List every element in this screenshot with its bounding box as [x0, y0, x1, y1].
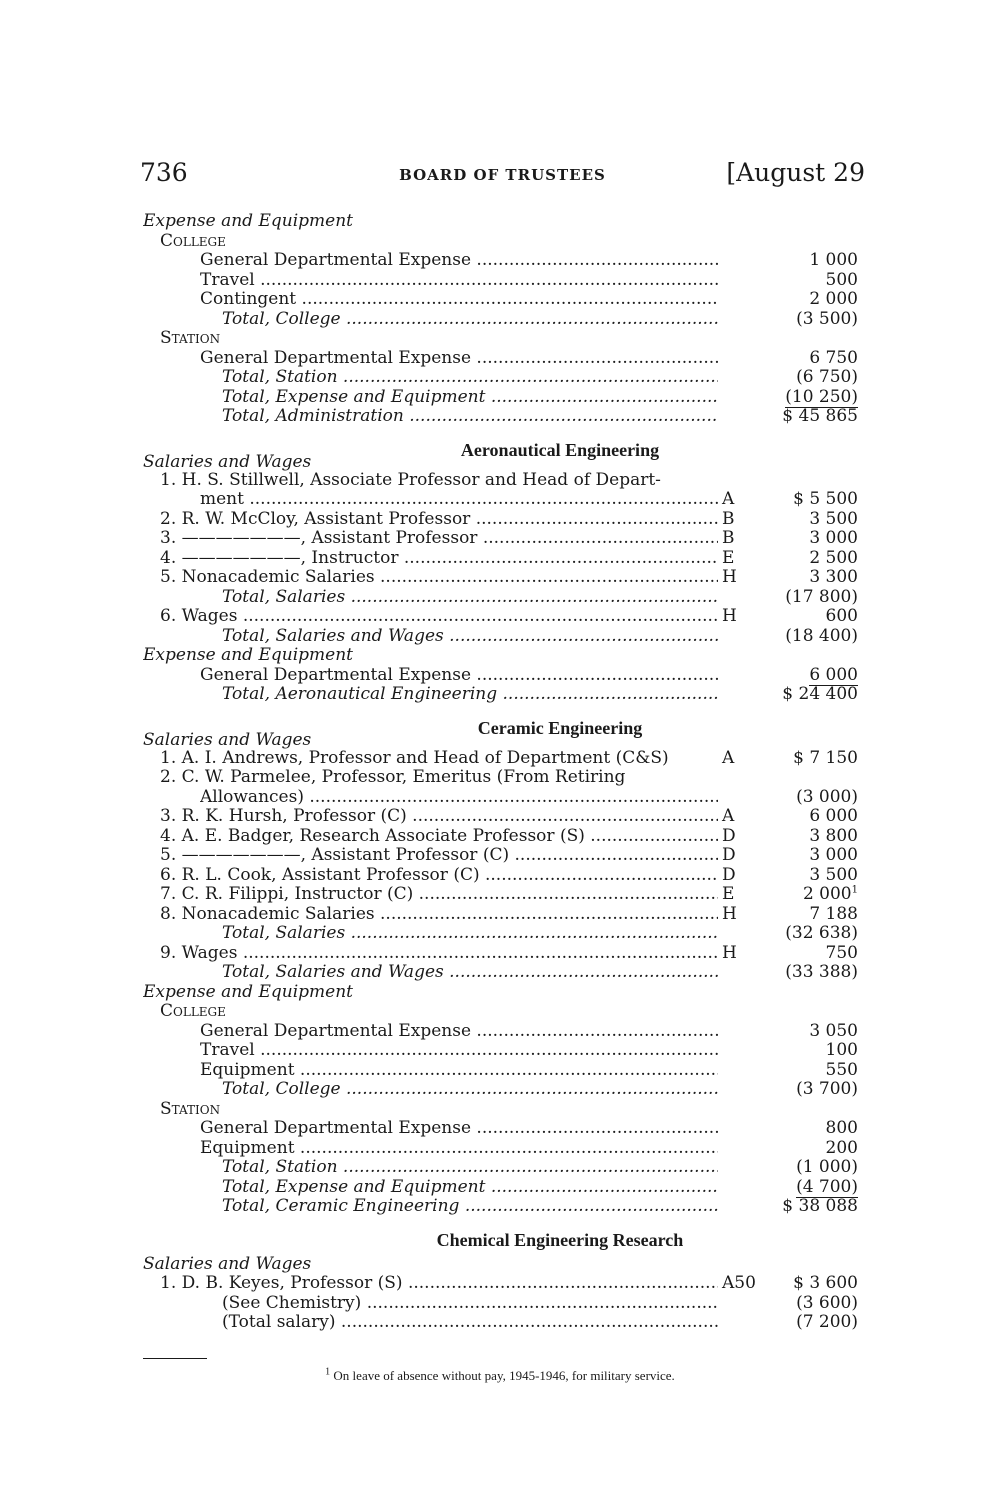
- line-item-label: General Departmental Expense .....: [200, 666, 718, 686]
- amount: [826, 1119, 858, 1139]
- amount: [796, 1313, 858, 1333]
- amount-value: 500: [825, 269, 858, 290]
- line-item-label: Total, Administration .....: [222, 407, 718, 427]
- line-item-label: ment .....: [200, 490, 718, 510]
- budget-row: [0, 1061, 1000, 1081]
- budget-row: [0, 627, 1000, 647]
- budget-row: [0, 1158, 1000, 1178]
- amount: [809, 666, 858, 687]
- line-item-label: Total, Salaries .....: [222, 588, 718, 608]
- classification-code: E: [722, 547, 735, 568]
- amount-value: 200: [825, 1137, 858, 1158]
- budget-row: [0, 310, 1000, 330]
- line-item-label: Travel .....: [200, 1041, 718, 1061]
- amount-value: 3 050: [809, 1020, 858, 1041]
- amount: [785, 388, 858, 409]
- amount: [826, 607, 858, 627]
- line-item-label: 9. Wages .....: [160, 944, 718, 964]
- amount-value: 750: [825, 942, 858, 963]
- budget-row: [0, 510, 1000, 530]
- classification-code: D: [722, 864, 736, 885]
- line-item-label: Total, Expense and Equipment .....: [222, 388, 718, 408]
- amount: [809, 290, 858, 310]
- subsection-label: College: [160, 231, 226, 251]
- row-text: Expense and Equipment: [143, 982, 353, 1002]
- amount: [796, 1158, 858, 1178]
- line-item-label: 6. Wages .....: [160, 607, 718, 627]
- department-title: Chemical Engineering Research: [436, 1229, 684, 1250]
- budget-row: [0, 1255, 1000, 1275]
- amount-value: (33 388): [785, 962, 858, 982]
- line-item-label: Contingent .....: [200, 290, 718, 310]
- amount-value: 1 000: [809, 250, 858, 270]
- subsection-label: College: [160, 1002, 226, 1021]
- budget-row: [0, 685, 1000, 705]
- amount: [796, 1080, 858, 1100]
- amount-value: 2 000: [809, 289, 858, 309]
- amount-value: 100: [825, 1040, 858, 1060]
- amount: [793, 749, 858, 769]
- line-item-label: Total, Salaries and Wages .....: [222, 627, 718, 647]
- budget-row: [0, 212, 1000, 232]
- budget-row: [0, 251, 1000, 271]
- line-item-label: 7. C. R. Filippi, Instructor (C) .....: [160, 885, 718, 905]
- department-title: Ceramic Engineering: [477, 717, 643, 738]
- subsection-label: Station: [160, 329, 221, 348]
- amount: [796, 788, 858, 808]
- row-text: Salaries and Wages: [143, 1254, 312, 1274]
- amount: [809, 349, 858, 369]
- line-item-label: 2. R. W. McCloy, Assistant Professor .....: [160, 510, 718, 530]
- header-date: [August 29: [726, 158, 865, 187]
- amount: [809, 568, 858, 588]
- budget-row: [0, 1100, 1000, 1120]
- amount: [785, 963, 858, 983]
- footnote-reference: 1: [851, 884, 858, 896]
- amount-value: (17 800): [785, 586, 858, 607]
- budget-row: [0, 1119, 1000, 1139]
- amount: [809, 827, 858, 847]
- line-item-label: Equipment .....: [200, 1139, 718, 1159]
- amount: [826, 271, 858, 291]
- amount: [826, 1041, 858, 1061]
- amount: [793, 490, 858, 510]
- amount-value: (6 750): [796, 367, 858, 387]
- line-item-label: Total, Salaries .....: [222, 924, 718, 944]
- row-text: 2. C. W. Parmelee, Professor, Emeritus (From Retiring: [160, 768, 626, 787]
- amount-value: 3 300: [809, 567, 858, 587]
- amount: [826, 944, 858, 964]
- amount: [782, 1197, 858, 1217]
- line-item-label: 4. ———————, Instructor .....: [160, 549, 718, 569]
- amount-value: 550: [825, 1059, 858, 1080]
- budget-row: [0, 349, 1000, 369]
- line-item-label: (Total salary) .....: [222, 1313, 718, 1333]
- amount: [782, 685, 858, 705]
- amount-value: (3 500): [796, 308, 858, 329]
- amount-value: (3 000): [796, 786, 858, 807]
- classification-code: H: [722, 567, 737, 587]
- budget-row: [0, 827, 1000, 847]
- budget-row: [0, 368, 1000, 388]
- classification-code: A: [722, 747, 735, 768]
- amount-value: 3 800: [809, 825, 858, 846]
- line-item-label: Total, Aeronautical Engineering .....: [222, 685, 718, 705]
- classification-code: H: [722, 942, 737, 963]
- amount-value: (7 200): [796, 1312, 858, 1332]
- budget-row: [0, 905, 1000, 925]
- amount: [809, 251, 858, 271]
- budget-listing: [0, 212, 1000, 1333]
- budget-row: [0, 568, 1000, 588]
- line-item-label: 3. R. K. Hursh, Professor (C) .....: [160, 807, 718, 827]
- budget-row: [0, 607, 1000, 627]
- budget-row: [0, 1178, 1000, 1198]
- line-item-label: General Departmental Expense .....: [200, 1022, 718, 1042]
- budget-row: [0, 846, 1000, 866]
- line-item-label: 3. ———————, Assistant Professor .....: [160, 529, 718, 549]
- budget-row: [0, 719, 1000, 749]
- row-spacer: [0, 1217, 1000, 1231]
- budget-row: [0, 388, 1000, 408]
- amount-value: (3 700): [796, 1079, 858, 1099]
- line-item-label: Total, Ceramic Engineering .....: [222, 1197, 718, 1217]
- amount-value: 800: [825, 1118, 858, 1138]
- amount-value: (18 400): [785, 625, 858, 646]
- classification-code: B: [722, 528, 735, 548]
- amount: [796, 310, 858, 330]
- classification-code: D: [722, 825, 736, 846]
- budget-row: [0, 1022, 1000, 1042]
- line-item-label: 1. A. I. Andrews, Professor and Head of Department (C&S): [160, 748, 669, 768]
- amount-value: 6 000: [809, 664, 858, 685]
- classification-code: H: [722, 903, 737, 924]
- amount-value: 3 000: [809, 528, 858, 548]
- budget-row: [0, 407, 1000, 427]
- amount: [796, 368, 858, 388]
- amount-value: (32 638): [785, 923, 858, 943]
- budget-row: [0, 549, 1000, 569]
- amount: [826, 1061, 858, 1081]
- line-item-label: Total, Station .....: [222, 368, 718, 388]
- footnote-mark: 1: [325, 1366, 331, 1378]
- line-item-label: Total, College .....: [222, 1080, 718, 1100]
- line-item-label: Total, College .....: [222, 310, 718, 330]
- line-item-label: 6. R. L. Cook, Assistant Professor (C) .....: [160, 866, 718, 886]
- amount-value: $ 3 600: [793, 1273, 858, 1293]
- budget-row: [0, 1002, 1000, 1022]
- budget-row: [0, 441, 1000, 471]
- budget-row: [0, 666, 1000, 686]
- amount: [785, 627, 858, 647]
- line-item-label: Travel .....: [200, 271, 718, 291]
- budget-row: [0, 271, 1000, 291]
- section-subheading: Salaries and Wages: [143, 729, 312, 750]
- budget-row: [0, 749, 1000, 769]
- budget-row: [0, 807, 1000, 827]
- amount: [809, 510, 858, 530]
- classification-code: H: [722, 606, 737, 626]
- amount-value: 3 000: [809, 845, 858, 865]
- amount: [809, 1022, 858, 1042]
- budget-row: [0, 646, 1000, 666]
- budget-row: [0, 471, 1000, 491]
- line-item-label: 5. ———————, Assistant Professor (C) .....: [160, 846, 718, 866]
- row-text: Expense and Equipment: [143, 646, 353, 665]
- budget-row: [0, 232, 1000, 252]
- amount: [803, 885, 858, 905]
- amount-value: $ 24 400: [782, 684, 858, 704]
- budget-row: [0, 788, 1000, 808]
- amount-value: (3 600): [796, 1292, 858, 1313]
- amount: [782, 407, 858, 427]
- amount-value: (1 000): [796, 1157, 858, 1177]
- budget-row: [0, 1274, 1000, 1294]
- budget-row: [0, 768, 1000, 788]
- amount: [785, 588, 858, 608]
- amount: [809, 807, 858, 827]
- budget-row: [0, 944, 1000, 964]
- line-item-label: General Departmental Expense .....: [200, 1119, 718, 1139]
- classification-code: A50: [722, 1273, 756, 1293]
- line-item-label: 4. A. E. Badger, Research Associate Professor (S) .....: [160, 827, 718, 847]
- amount: [809, 549, 858, 569]
- budget-row: [0, 983, 1000, 1003]
- section-subheading: Salaries and Wages: [143, 451, 312, 472]
- budget-row: [0, 1041, 1000, 1061]
- line-item-label: 5. Nonacademic Salaries .....: [160, 568, 718, 588]
- classification-code: D: [722, 845, 736, 865]
- amount-value: 2 500: [809, 547, 858, 568]
- subsection-label: Station: [160, 1099, 221, 1119]
- line-item-label: Total, Expense and Equipment .....: [222, 1178, 718, 1198]
- amount: [796, 1178, 858, 1199]
- amount-value: 3 500: [809, 864, 858, 885]
- row-text: 1. H. S. Stillwell, Associate Professor and Head of Depart-: [160, 470, 661, 490]
- classification-code: A: [722, 806, 735, 826]
- amount-value: (10 250): [785, 386, 858, 407]
- amount-value: $ 45 865: [782, 406, 858, 426]
- amount-value: $ 5 500: [793, 489, 858, 509]
- amount-value: 600: [825, 606, 858, 626]
- amount-value: $ 7 150: [793, 747, 858, 768]
- budget-row: [0, 1139, 1000, 1159]
- running-title: BOARD OF TRUSTEES: [399, 166, 606, 184]
- amount: [793, 1274, 858, 1294]
- page-header: [140, 158, 865, 198]
- classification-code: E: [722, 884, 735, 904]
- budget-row: [0, 1294, 1000, 1314]
- budget-row: [0, 290, 1000, 310]
- amount: [809, 905, 858, 925]
- line-item-label: Total, Salaries and Wages .....: [222, 963, 718, 983]
- amount: [796, 1294, 858, 1314]
- footnote: [0, 1368, 1000, 1384]
- line-item-label: Equipment .....: [200, 1061, 718, 1081]
- line-item-label: Allowances) .....: [200, 788, 718, 808]
- amount-value: 2 000: [802, 884, 852, 904]
- line-item-label: 8. Nonacademic Salaries .....: [160, 905, 718, 925]
- amount-value: 3 500: [809, 508, 858, 529]
- footnote-rule: [143, 1358, 207, 1359]
- budget-row: [0, 885, 1000, 905]
- amount: [809, 866, 858, 886]
- amount-value: (4 700): [796, 1176, 858, 1197]
- amount: [826, 1139, 858, 1159]
- amount: [785, 924, 858, 944]
- amount: [809, 846, 858, 866]
- budget-row: [0, 1197, 1000, 1217]
- footnote-text: On leave of absence without pay, 1945-1946, for military service.: [333, 1368, 675, 1383]
- line-item-label: General Departmental Expense .....: [200, 251, 718, 271]
- budget-row: [0, 924, 1000, 944]
- line-item-label: 1. D. B. Keyes, Professor (S) .....: [160, 1274, 718, 1294]
- budget-row: [0, 329, 1000, 349]
- line-item-label: (See Chemistry) .....: [222, 1294, 718, 1314]
- department-title: Aeronautical Engineering: [460, 439, 660, 460]
- budget-row: [0, 490, 1000, 510]
- budget-row: [0, 1313, 1000, 1333]
- budget-row: [0, 1231, 1000, 1255]
- amount-value: $ 38 088: [782, 1196, 858, 1216]
- amount: [809, 529, 858, 549]
- page-number: 736: [140, 158, 188, 187]
- row-text: Expense and Equipment: [143, 212, 353, 231]
- amount-value: 6 750: [809, 347, 858, 368]
- amount-value: 7 188: [809, 903, 858, 924]
- classification-code: B: [722, 508, 735, 529]
- line-item-label: Total, Station .....: [222, 1158, 718, 1178]
- budget-row: [0, 588, 1000, 608]
- budget-row: [0, 963, 1000, 983]
- line-item-label: General Departmental Expense .....: [200, 349, 718, 369]
- amount-value: 6 000: [809, 806, 858, 826]
- budget-row: [0, 529, 1000, 549]
- classification-code: A: [722, 489, 735, 509]
- budget-row: [0, 866, 1000, 886]
- budget-row: [0, 1080, 1000, 1100]
